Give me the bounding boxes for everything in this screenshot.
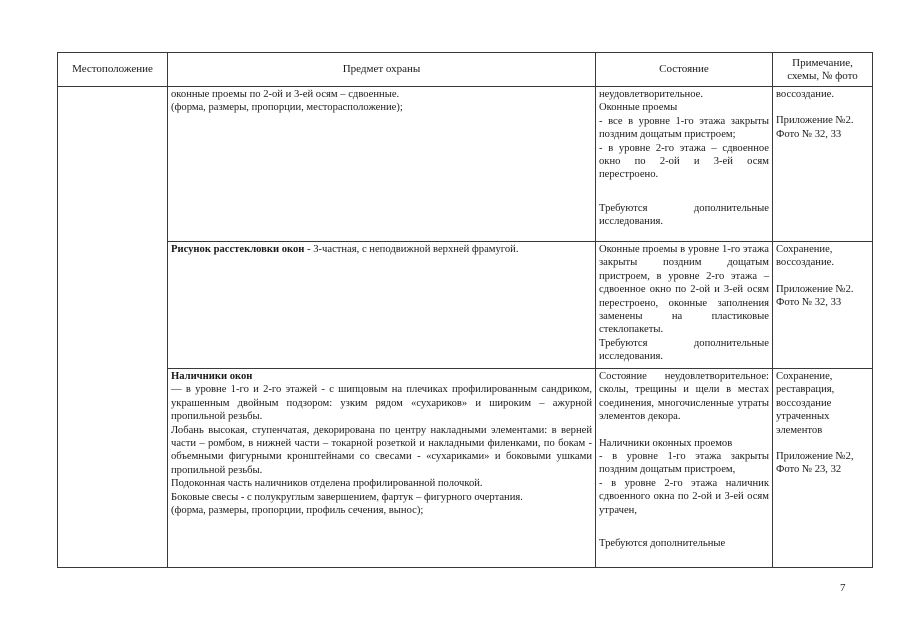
subject-text: (форма, размеры, пропорции, месторасположение);: [171, 102, 403, 114]
header-note-line1: Примечание,: [792, 56, 853, 69]
note-text: Сохранение, реставрация, воссоздание утраченных элементов: [776, 371, 835, 436]
subject-cell: [168, 369, 596, 568]
condition-text: Состояние неудовлетворительное: сколы, трещины и щели в местах соединения, многочисленные утраты элементов декора.: [599, 371, 769, 423]
subject-text: (форма, размеры, пропорции, профиль сечения, вынос);: [171, 505, 424, 517]
condition-text: - в уровне 2-го этажа наличник сдвоенного окна по 2-ой и 3-ей осям утрачен,: [599, 477, 769, 516]
table-row: [58, 87, 873, 242]
header-location: Местоположение: [58, 53, 168, 87]
note-text: Приложение №2, Фото № 23, 32: [776, 451, 854, 476]
protection-table: [57, 52, 873, 568]
condition-cell: [596, 242, 773, 369]
table-row: [58, 369, 873, 568]
condition-text: Наличники оконных проемов: [599, 437, 733, 449]
note-text: Приложение №2. Фото № 32, 33: [776, 283, 854, 309]
subject-text: - 3-частная, с неподвижной верхней фрамугой.: [304, 244, 519, 255]
header-condition: Состояние: [596, 53, 773, 87]
subject-cell: [168, 87, 596, 242]
note-cell: [773, 87, 873, 242]
subject-cell: [168, 242, 596, 369]
note-text: Сохранение, воссоздание.: [776, 244, 834, 269]
subject-text: — в уровне 1-го и 2-го этажей - с шипцовым на плечиках профилированным сандриком, украшенным двойным подзором: узким рядом «сухариков» и широким – ажурной пропильной резьбы.: [171, 384, 592, 423]
page-number: 7: [840, 582, 846, 594]
location-cell: [58, 87, 168, 568]
note-text: Приложение №2. Фото № 32, 33: [776, 115, 854, 140]
condition-text: Оконные проемы: [599, 102, 678, 114]
subject-text: Боковые свесы - с полукруглым завершением, фартук – фигурного очертания.: [171, 491, 523, 503]
subject-title: Рисунок расстекловки окон: [171, 244, 305, 255]
note-text: воссоздание.: [776, 89, 834, 100]
subject-text: оконные проемы по 2-ой и 3-ей осям – сдвоенные.: [171, 89, 400, 100]
header-note-line2: схемы, № фото: [787, 69, 858, 82]
note-cell: [773, 242, 873, 369]
header-subject: Предмет охраны: [168, 53, 596, 87]
header-note: [773, 53, 873, 87]
subject-title: Наличники окон: [171, 371, 253, 382]
condition-text: Оконные проемы в уровне 1-го этажа закрыты поздним дощатым пристроем, в уровне 2-го этажа – сдвоенное окно по 2-ой и 3-ей осям перестроено, оконные заполнения заменены на пластиковые стеклопакеты.: [599, 244, 769, 336]
condition-text: - в уровне 2-го этажа – сдвоенное окно по 2-ой и 3-ей осям перестроено.: [599, 142, 769, 181]
condition-text: - все в уровне 1-го этажа закрыты поздним дощатым пристроем;: [599, 115, 769, 141]
condition-text: Требуются дополнительные: [599, 538, 726, 550]
table-row: [58, 242, 873, 369]
subject-text: Подоконная часть наличников отделена профилированной полочкой.: [171, 478, 483, 490]
condition-text: Требуются дополнительные исследования.: [599, 337, 769, 363]
condition-text: неудовлетворительное.: [599, 89, 703, 100]
subject-text: Лобань высокая, ступенчатая, декорирована по центру накладными элементами: в верней части – ромбом, в нижней части – токарной розеткой и накладными филенками, по бокам - объемными фигурными кронштейнами со свесами - «сухариками» и боковыми ушками пропильной резьбы.: [171, 424, 592, 476]
condition-cell: [596, 369, 773, 568]
condition-text: Требуются дополнительные исследования.: [599, 202, 769, 228]
condition-cell: [596, 87, 773, 242]
note-cell: [773, 369, 873, 568]
table-header-row: [58, 53, 873, 87]
condition-text: - в уровне 1-го этажа закрыты поздним дощатым пристроем,: [599, 451, 769, 476]
